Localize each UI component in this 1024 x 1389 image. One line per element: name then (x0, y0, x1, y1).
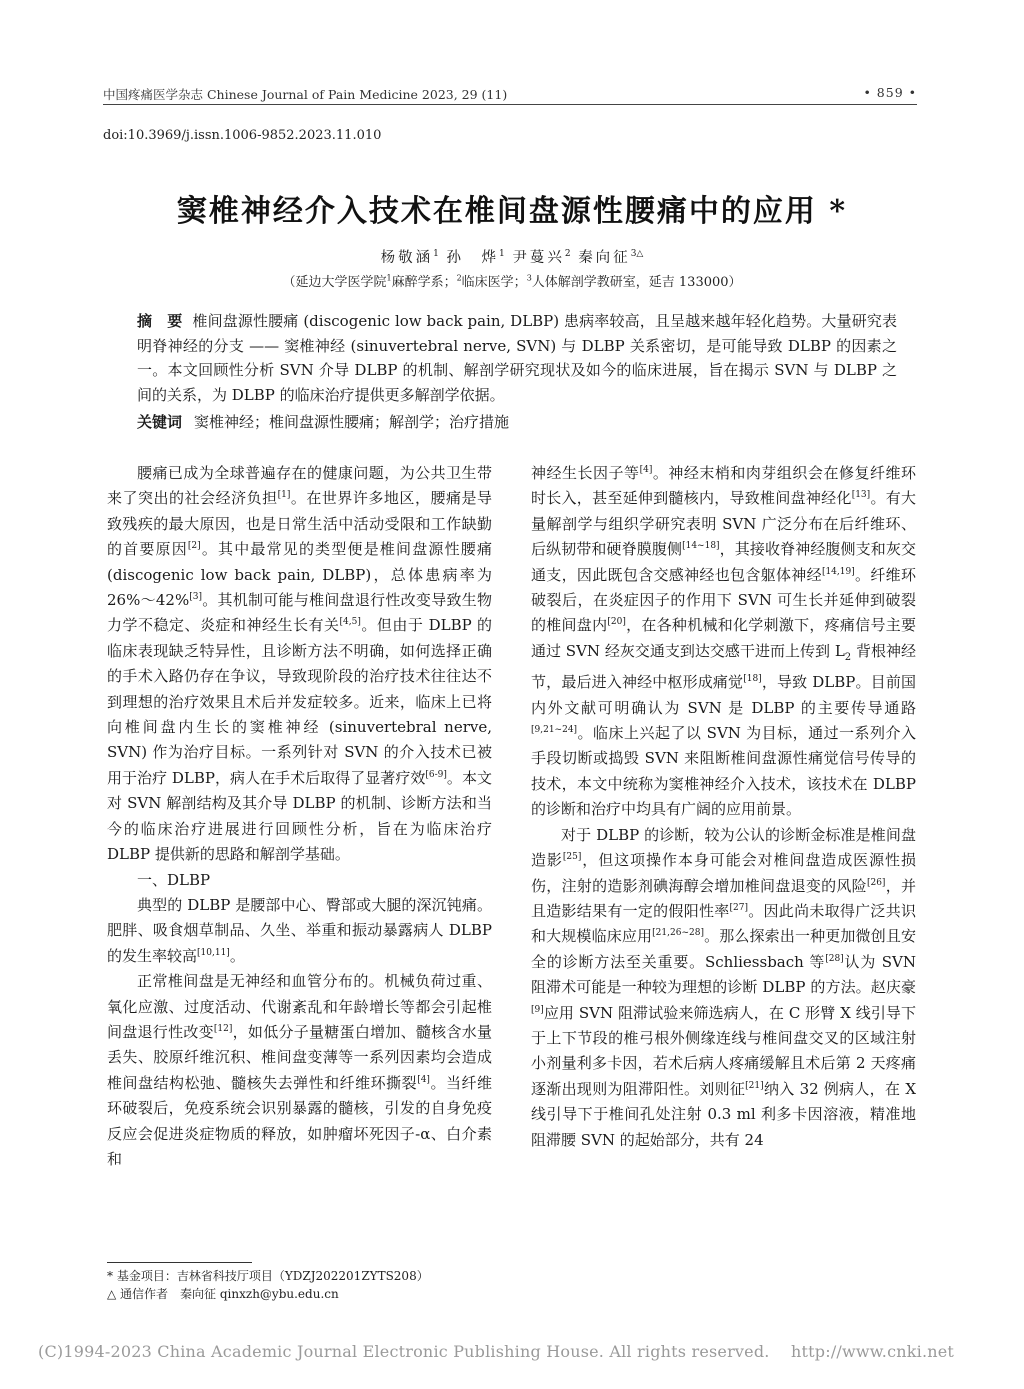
header-rule (103, 104, 917, 105)
citation: [4] (417, 1074, 430, 1085)
citation: [25] (562, 852, 582, 863)
citation: [28] (825, 953, 844, 964)
citation: [4,5] (339, 617, 361, 628)
citation: [9] (531, 1004, 544, 1015)
citation: [26] (866, 877, 886, 888)
author: 孙 烨 (446, 250, 499, 266)
citation: [1] (277, 490, 291, 501)
paragraph: 正常椎间盘是无神经和血管分布的。机械负荷过重、氧化应激、过度活动、代谢紊乱和年龄增长等都会引起椎间盘退行性改变[12]，如低分子量糖蛋白增加、髓核含水量丢失、胶原纤维沉积、椎间盘变薄等一系列因素均会造成椎间盘结构松弛、髓核失去弹性和纤维环撕裂[4]。当纤维环破裂后，免疫系统会识别暴露的髓核，引发的自身免疫反应会促进炎症物质的释放，如肿瘤坏死因子-α、白介素和 (107, 972, 492, 1168)
copyright-line: (C)1994-2023 China Academic Journal Electronic Publishing House. All rights reserved. http://www.cnki.net (38, 1342, 955, 1361)
author: 杨敬涵 (380, 250, 434, 266)
author: 秦向征 (578, 250, 631, 266)
author-affil-mark: 2 (564, 249, 571, 260)
keywords-label: 关键词 (137, 413, 183, 431)
citation: [21,26~28] (652, 928, 704, 939)
citation: [13] (851, 490, 871, 501)
citation: [4] (639, 465, 653, 475)
citation: [9,21~24] (531, 725, 578, 736)
citation: [6-9] (425, 769, 447, 780)
footnote-rule (107, 1262, 252, 1263)
abstract-text: 椎间盘源性腰痛 (discogenic low back pain, DLBP) 患病率较高，且呈越来越年轻化趋势。大量研究表明脊神经的分支 —— 窦椎神经 (sinuvertebral nerve, SVN) 与 DLBP 关系密切，是可能导致 DLBP 的因素之一。本文回顾性分析 SVN 介导 DLBP 的机制、解剖学研究现状及如今的临床进展，旨在揭示 SVN 与 DLBP 之间的关系，为 DLBP 的临床治疗提供更多解剖学依据。 (137, 312, 897, 404)
citation: [14~18] (682, 541, 720, 552)
paragraph: 神经生长因子等[4]。神经末梢和肉芽组织会在修复纤维环时长入，甚至延伸到髓核内，导致椎间盘神经化[13]。有大量解剖学与组织学研究表明 SVN 广泛分布在后纤维环、后纵韧带和硬脊膜腹侧[14~18]，其接收脊神经腹侧支和灰交通支，因此既包含交感神经也包含躯体神经[14,19]。纤维环破裂后，在炎症因子的作用下 SVN 可生长并延伸到破裂的椎间盘内[20]，在各种机械和化学刺激下，疼痛信号主要通过 SVN 经灰交通支到达交感干进而上传到 $L_2$ 背根神经节，最后进入神经中枢形成痛觉[18]，导致 DLBP。目前国内外文献可明确认为 SVN 是 DLBP 的主要传导通路[9,21~24]。临床上兴起了以 SVN 为目标，通过一系列介入手段切断或捣毁 SVN 来阻断椎间盘源性痛觉信号传导的技术，本文中统称为窦椎神经介入技术，该技术在 DLBP 的诊断和治疗中均具有广阔的应用前景。 (531, 464, 916, 819)
paragraph: 对于 DLBP 的诊断，较为公认的诊断金标准是椎间盘造影[25]，但这项操作本身可能会对椎间盘造成医源性损伤，注射的造影剂碘海醇会增加椎间盘退变的风险[26]，并且造影结果有一定的假阳性率[27]。因此尚未取得广泛共识和大规模临床应用[21,26~28]。那么探索出一种更加微创且安全的诊断方法至关重要。Schliessbach 等[28]认为 SVN 阻滞术可能是一种较为理想的诊断 DLBP 的方法。赵庆豪[9]应用 SVN 阻滞试验来筛选病人，在 C 形臂 X 线引导下于上下节段的椎弓根外侧缘连线与椎间盘交叉的区域注射小剂量利多卡因，若术后病人疼痛缓解且术后第 2 天疼痛逐渐出现则为阻滞阳性。刘则征[21]纳入 32 例病人，在 X 线引导下于椎间孔处注射 0.3 ml 利多卡因溶液，精准地阻滞腰 SVN 的起始部分，共有 24 (531, 825, 916, 1149)
citation: [3] (189, 592, 202, 603)
abstract (137, 309, 897, 407)
paragraph: 腰痛已成为全球普遍存在的健康问题，为公共卫生带来了突出的社会经济负担[1]。在世界许多地区，腰痛是导致残疾的最大原因，也是日常生活中活动受限和工作缺勤的首要原因[2]。其中最常见的类型便是椎间盘源性腰痛 (discogenic low back pain, DLBP)，总体患病率为 26%～42%[3]。其机制可能与椎间盘退行性改变导致生物力学不稳定、炎症和神经生长有关[4,5]。但由于 DLBP 的临床表现缺乏特异性，且诊断方法不明确，如何选择正确的手术入路仍存在争议，导致现阶段的治疗技术往往达不到理想的治疗效果且术后并发症较多。近来，临床上已将向椎间盘内生长的窦椎神经 (sinuvertebral nerve, SVN) 作为治疗目标。一系列针对 SVN 的介入技术已被用于治疗 DLBP，病人在手术后取得了显著疗效[6-9]。本文对 SVN 解剖结构及其介导 DLBP 的机制、诊断方法和当今的临床治疗进展进行回顾性分析，旨在为临床治疗 DLBP 提供新的思路和解剖学基础。 (107, 464, 492, 864)
keywords-text: 窦椎神经；椎间盘源性腰痛；解剖学；治疗措施 (194, 413, 510, 431)
author-affil-mark: 3△ (630, 249, 644, 260)
citation: [27] (729, 902, 748, 913)
footnote-corresponding-author: △ 通信作者 秦向征 qinxzh@ybu.edu.cn (107, 1287, 339, 1301)
affiliation: （延边大学医学院$^1$麻醉学系；$^2$临床医学；$^3$人体解剖学教研室，延吉 133000） (282, 273, 742, 290)
author-list (0, 246, 1024, 267)
paragraph: 典型的 DLBP 是腰部中心、臀部或大腿的深沉钝痛。肥胖、吸食烟草制品、久坐、举重和振动暴露病人 DLBP 的发生率较高[10,11]。 (107, 895, 492, 965)
footnote-funding: * 基金项目：吉林省科技厅项目（YDZJ202201ZYTS208） (107, 1269, 429, 1283)
author-affil-mark: 1 (433, 249, 439, 260)
citation: [10,11] (197, 947, 230, 958)
citation: [12] (213, 1023, 233, 1034)
section-heading: 一、DLBP (137, 870, 211, 889)
abstract-label: 摘 要 (137, 312, 183, 330)
citation: [18] (743, 674, 762, 685)
left-column (107, 461, 492, 1172)
keywords (137, 410, 897, 435)
citation: [21] (745, 1080, 764, 1091)
article-title: 窦椎神经介入技术在椎间盘源性腰痛中的应用 * (176, 194, 848, 229)
author: 尹蔓兴 (512, 250, 565, 266)
author-affil-mark: 1 (499, 249, 505, 260)
citation: [14,19] (821, 566, 855, 577)
citation: [2] (187, 541, 201, 552)
doi: doi:10.3969/j.issn.1006-9852.2023.11.010 (103, 128, 382, 143)
right-column (531, 461, 916, 1153)
citation: [20] (607, 617, 626, 628)
page-number: • 859 • (863, 85, 917, 100)
journal-header: 中国疼痛医学杂志 Chinese Journal of Pain Medicine 2023, 29 (11) (103, 87, 508, 102)
